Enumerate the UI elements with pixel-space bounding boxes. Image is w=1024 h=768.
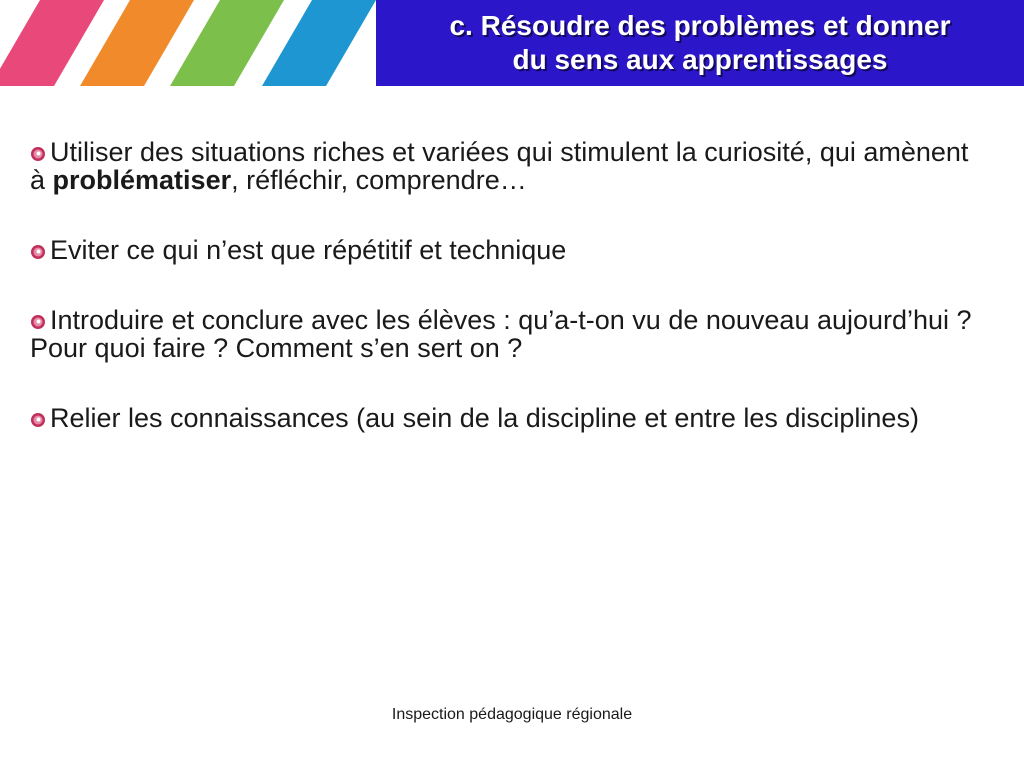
bullet-text-part: , réfléchir, comprendre… [231,165,527,195]
bullet-text: Eviter ce qui n’est que répétitif et technique [50,235,567,265]
green-stripe [170,0,284,86]
bullet-item [30,404,990,432]
slide-title-line-1: c. Résoudre des problèmes et donner [449,10,951,41]
spiral-bullet-icon [30,314,46,330]
bullet-text: Relier les connaissances (au sein de la discipline et entre les disciplines) [50,403,919,433]
slide-title-line-2: du sens aux apprentissages [512,44,888,75]
bullet-text-part: Utiliser des situations riches et variées qui stimulent la curiosité, qui amènent à [30,137,969,195]
stripes-graphic [0,0,380,86]
bullet-item [30,236,990,264]
footer-text: Inspection pédagogique régionale [391,706,633,723]
spiral-bullet-icon [30,244,46,260]
bullet-item [30,138,990,194]
title-banner [376,0,1024,86]
bullet-list [30,138,990,474]
orange-stripe [80,0,194,86]
blue-stripe [262,0,376,86]
bullet-text: Introduire et conclure avec les élèves : qu’a-t-on vu de nouveau aujourd’hui ? Pour quoi faire ? Comment s’en sert on ? [30,305,972,363]
bullet-emphasis: problématiser [52,165,232,195]
decorative-stripes [0,0,380,86]
spiral-bullet-icon [30,146,46,162]
bullet-item [30,306,990,362]
spiral-bullet-icon [30,412,46,428]
slide-title [390,9,1010,77]
